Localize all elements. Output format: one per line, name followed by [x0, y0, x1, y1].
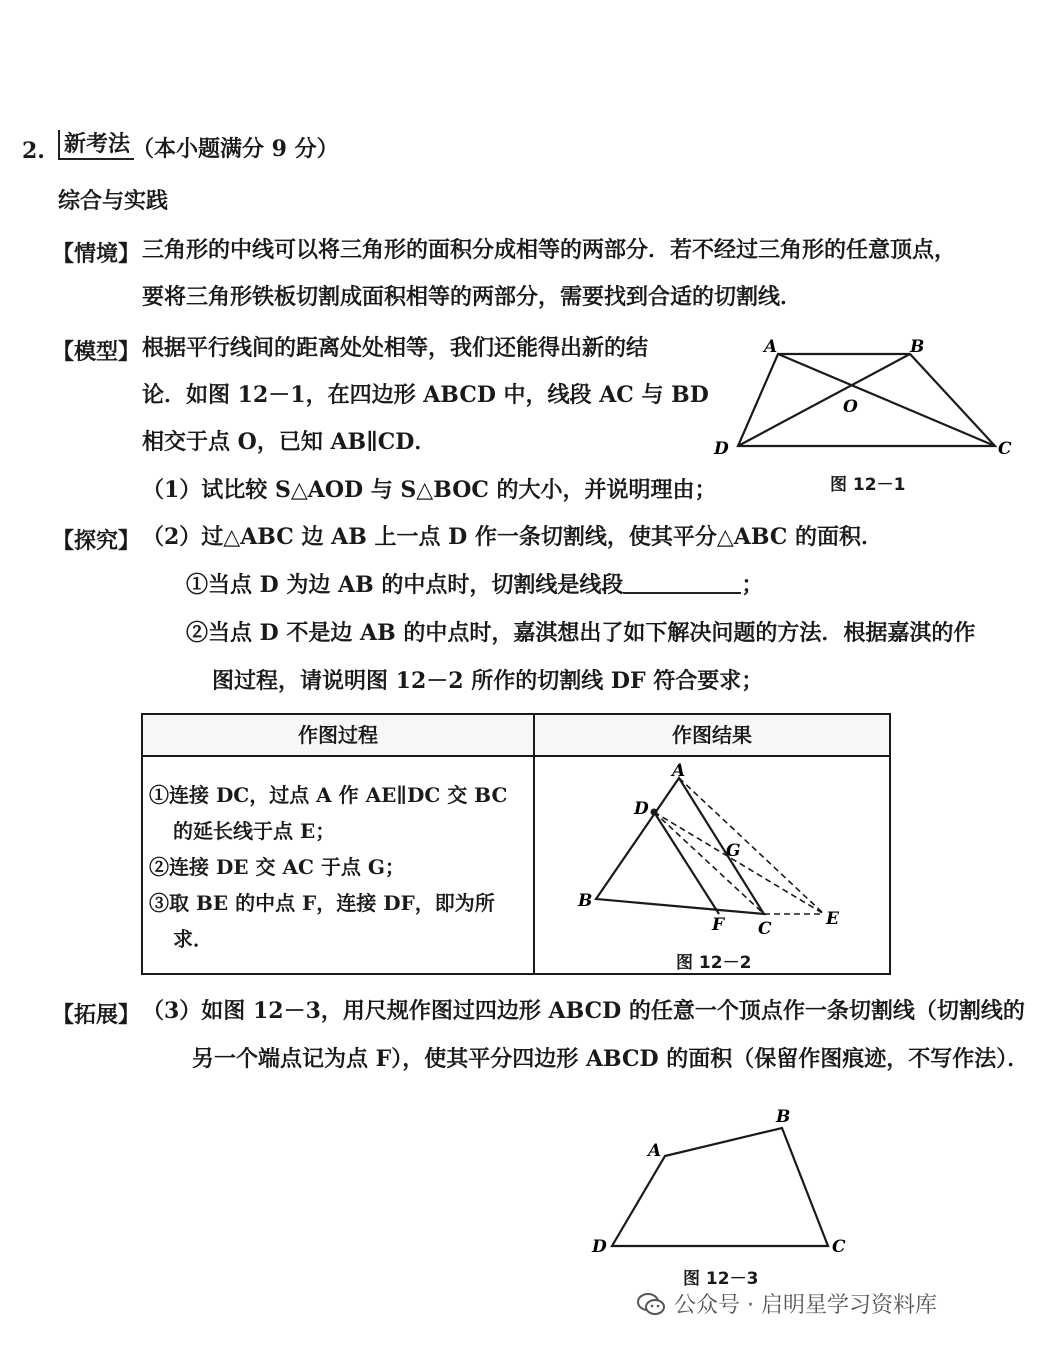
section-title: 综合与实践	[58, 188, 169, 214]
explore-tag: 【探究】	[52, 528, 141, 554]
question-3-line2: 另一个端点记为点 F），使其平分四边形 ABCD 的面积（保留作图痕迹，不写作法）．	[192, 1046, 1030, 1072]
question-1: （1）试比较 S△AOD 与 S△BOC 的大小，并说明理由；	[142, 477, 717, 503]
fig2-caption: 图 12－2	[676, 953, 752, 973]
model-line2: 论．如图 12－1，在四边形 ABCD 中，线段 AC 与 BD	[142, 382, 709, 408]
watermark	[636, 1288, 937, 1319]
figure-12-2	[534, 756, 888, 946]
fig1-label-c: C	[998, 439, 1012, 459]
fig2-label-e: E	[826, 909, 839, 929]
fig3-label-b: B	[776, 1107, 791, 1127]
sub-question-1	[186, 570, 763, 600]
fig3-label-c: C	[832, 1237, 846, 1257]
table-header-result: 作图结果	[535, 715, 889, 757]
fig2-label-a: A	[672, 761, 686, 781]
question-2: （2）过△ABC 边 AB 上一点 D 作一条切割线，使其平分△ABC 的面积．	[142, 524, 884, 550]
question-points: （本小题满分 9 分）	[132, 136, 339, 162]
figure-12-3	[580, 1100, 860, 1260]
extend-tag: 【拓展】	[52, 1002, 141, 1028]
fig1-label-b: B	[910, 337, 925, 357]
fig2-label-c: C	[758, 919, 772, 939]
fig3-label-d: D	[592, 1237, 607, 1257]
stamp-text: 新考法	[64, 131, 131, 157]
fig1-label-d: D	[714, 439, 729, 459]
sub-question-2-line2: 图过程，请说明图 12－2 所作的切割线 DF 符合要求；	[212, 668, 764, 694]
step-2: ②连接 DE 交 AC 于点 G；	[149, 855, 405, 879]
fig1-label-a: A	[764, 337, 778, 357]
situation-tag: 【情境】	[52, 241, 141, 267]
fig2-label-f: F	[712, 915, 725, 935]
step-3-line1: ③取 BE 的中点 F，连接 DF，即为所	[149, 891, 495, 915]
situation-line2: 要将三角形铁板切割成面积相等的两部分，需要找到合适的切割线．	[142, 284, 803, 310]
situation-line1: 三角形的中线可以将三角形的面积分成相等的两部分．若不经过三角形的任意顶点，	[142, 237, 957, 263]
fig1-caption: 图 12－1	[830, 475, 906, 495]
fig3-caption: 图 12－3	[683, 1269, 759, 1289]
fig2-label-b: B	[578, 891, 593, 911]
sub1-text: ①当点 D 为边 AB 的中点时，切割线是线段	[186, 572, 624, 598]
question-3-line1: （3）如图 12－3，用尺规作图过四边形 ABCD 的任意一个顶点作一条切割线（切割线的	[142, 998, 1025, 1024]
watermark-text: 公众号 · 启明星学习资料库	[674, 1293, 937, 1318]
fig2-label-d: D	[634, 799, 649, 819]
step-3-line2: 求．	[173, 927, 213, 951]
sub-question-2-line1: ②当点 D 不是边 AB 的中点时，嘉淇想出了如下解决问题的方法．根据嘉淇的作	[186, 620, 976, 646]
dashed-de	[654, 812, 824, 914]
quad-abcd-3	[612, 1128, 828, 1246]
question-number: 2.	[22, 138, 45, 164]
quad-abcd-1	[738, 354, 995, 446]
table-header-process: 作图过程	[143, 715, 533, 757]
new-exam-stamp	[58, 130, 134, 160]
model-tag: 【模型】	[52, 339, 141, 365]
sub1-end: ；	[741, 572, 764, 598]
fig3-label-a: A	[648, 1141, 662, 1161]
fig1-label-o: O	[843, 397, 858, 417]
model-line3: 相交于点 O，已知 AB∥CD．	[142, 429, 437, 455]
step-1-line1: ①连接 DC，过点 A 作 AE∥DC 交 BC	[149, 783, 508, 807]
step-1-line2: 的延长线于点 E；	[173, 819, 336, 843]
fig2-label-g: G	[726, 841, 741, 861]
model-line1: 根据平行线间的距离处处相等，我们还能得出新的结	[142, 335, 649, 361]
answer-blank[interactable]	[623, 570, 741, 594]
wechat-icon	[636, 1291, 666, 1317]
point-d-dot	[651, 809, 658, 816]
